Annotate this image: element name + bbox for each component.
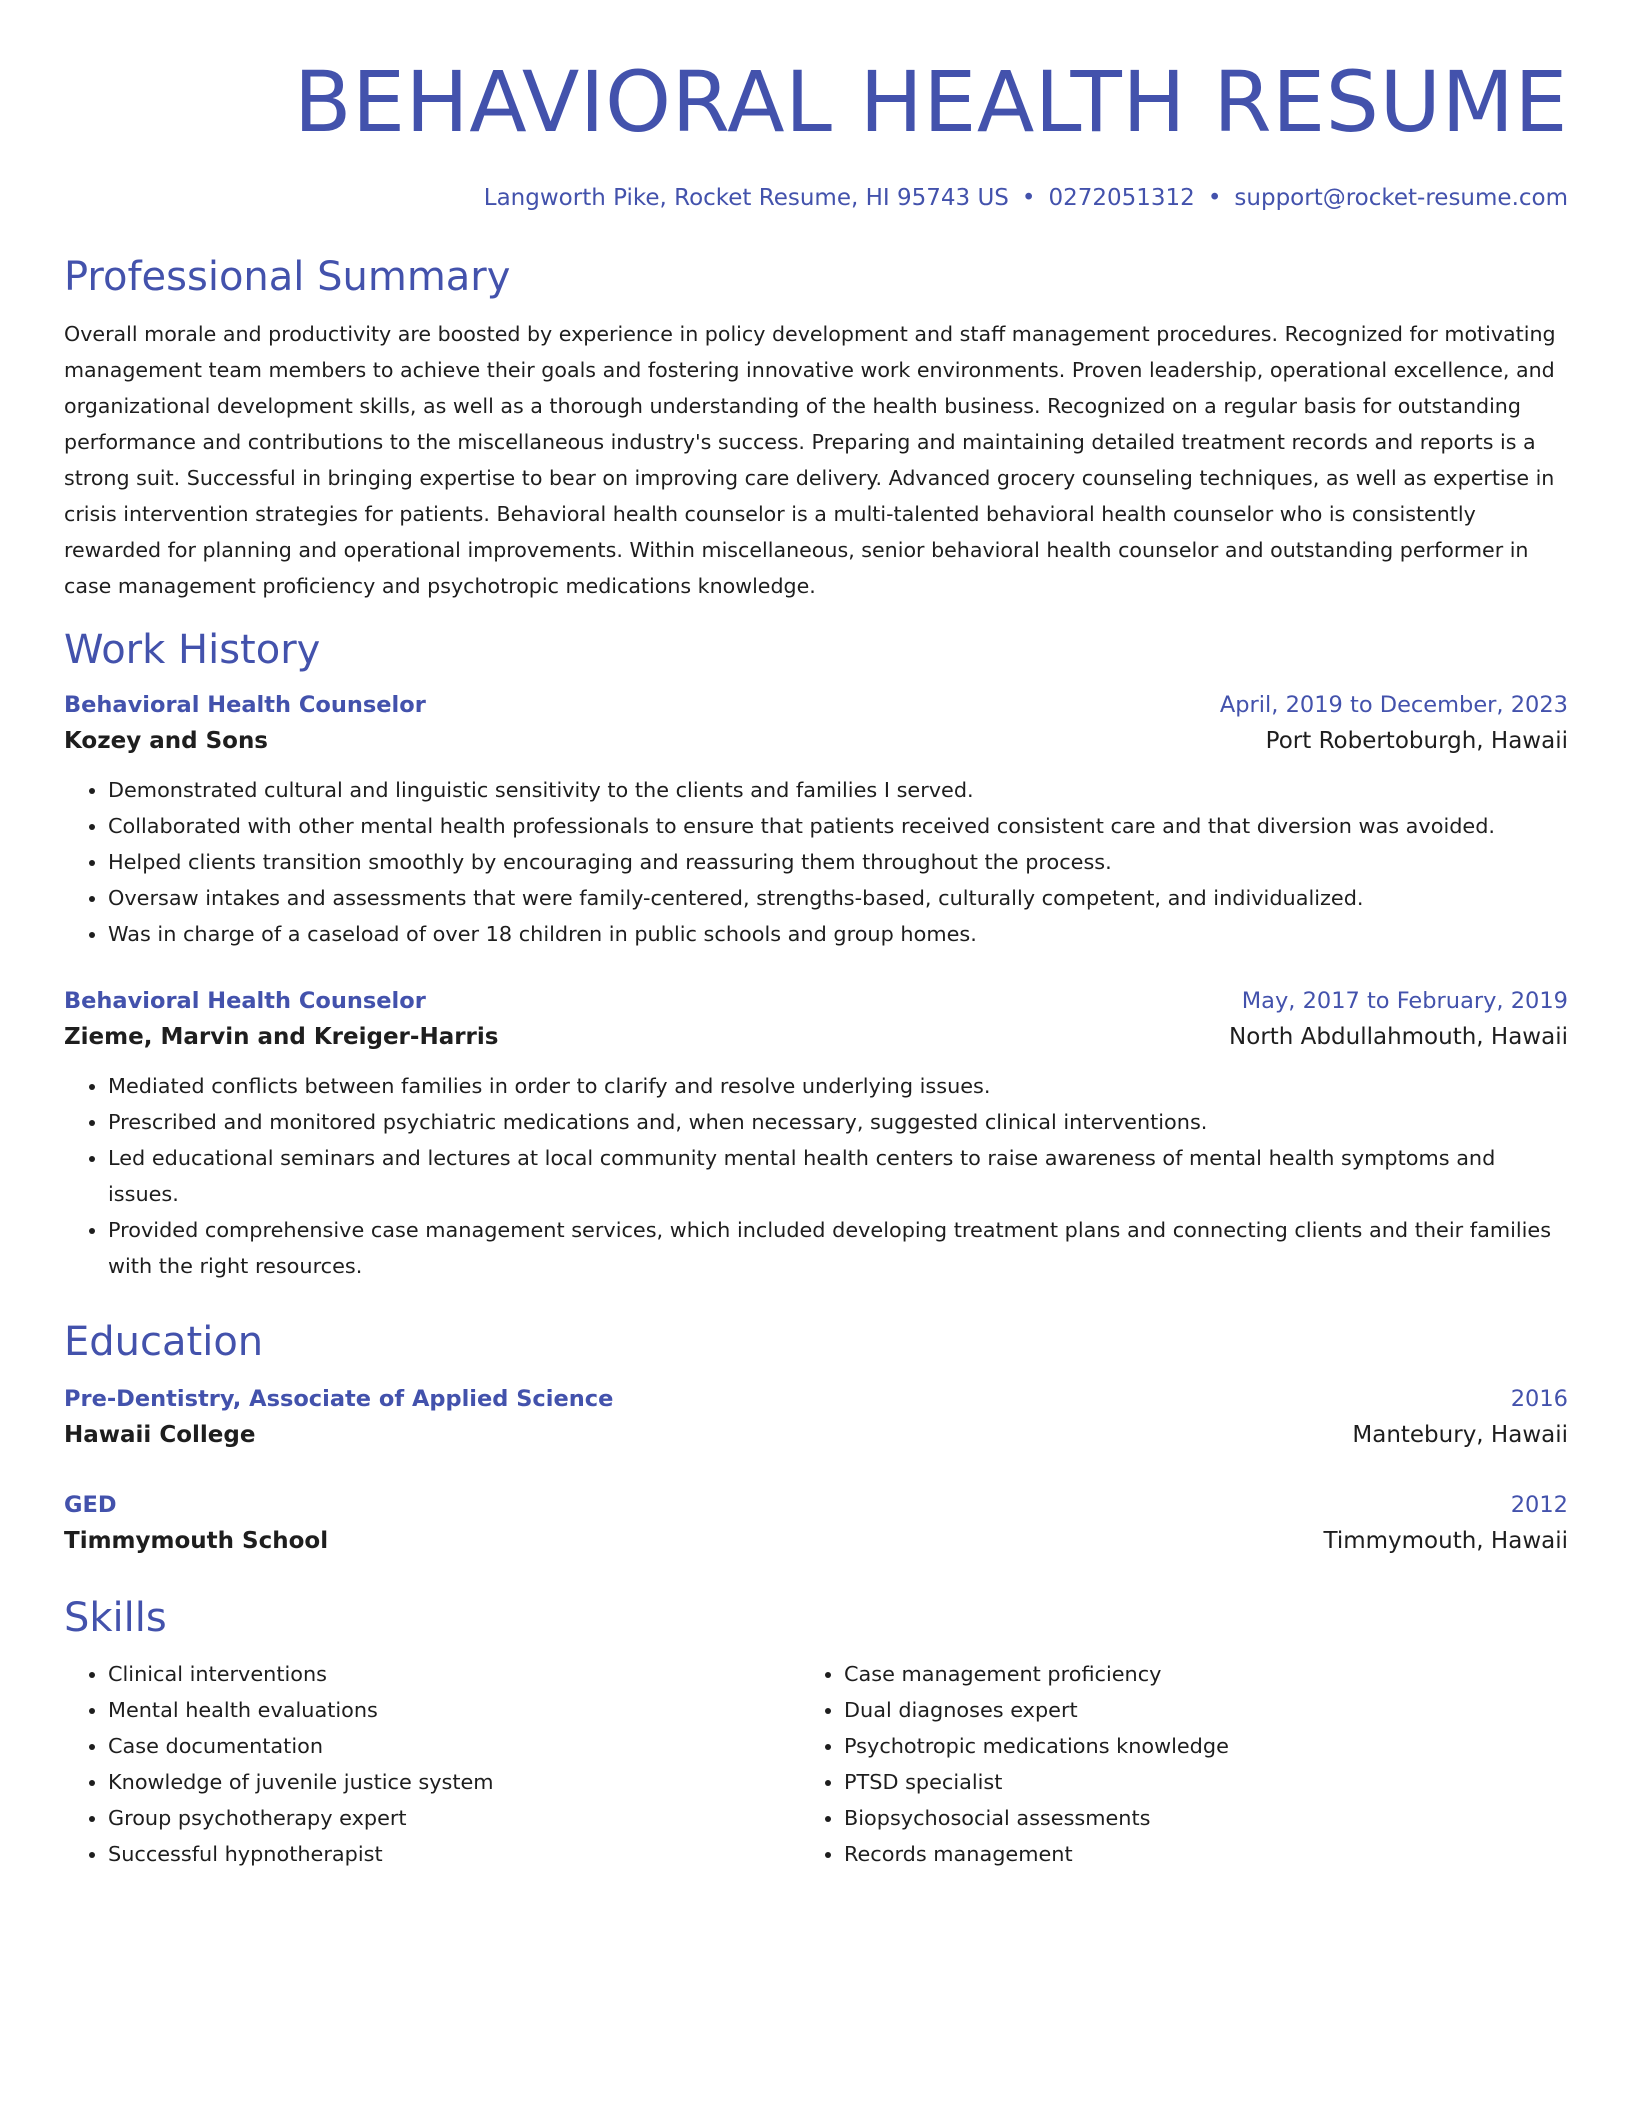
contact-line bbox=[64, 181, 1568, 215]
work-history-section bbox=[64, 624, 1568, 1284]
list-item: • Oversaw intakes and assessments that were family-centered, strengths-based, culturally competent, and individualized. bbox=[108, 880, 1568, 916]
education-entry bbox=[64, 1488, 1568, 1560]
list-item: • Led educational seminars and lectures at local community mental health centers to raise awareness of mental health symptoms and issues. bbox=[108, 1140, 1568, 1212]
contact-phone: 0272051312 bbox=[1048, 185, 1195, 211]
job-company: Kozey and Sons bbox=[64, 728, 269, 754]
education-school-row bbox=[64, 1416, 1568, 1454]
education-school: Timmymouth School bbox=[64, 1528, 329, 1554]
list-item: • Prescribed and monitored psychiatric medications and, when necessary, suggested clinical interventions. bbox=[108, 1104, 1568, 1140]
skills-column-left bbox=[64, 1656, 800, 1872]
contact-email: support@rocket-resume.com bbox=[1234, 185, 1568, 211]
list-item: • Case documentation bbox=[108, 1728, 800, 1764]
section-title-skills: Skills bbox=[64, 1595, 167, 1641]
education-year: 2016 bbox=[1510, 1386, 1568, 1412]
list-item: • Was in charge of a caseload of over 18 children in public schools and group homes. bbox=[108, 916, 1568, 952]
job-entry bbox=[64, 984, 1568, 1284]
resume-name: BEHAVIORAL HEALTH RESUME bbox=[293, 53, 1568, 151]
job-role: Behavioral Health Counselor bbox=[64, 988, 426, 1014]
skills-column-right bbox=[800, 1656, 1560, 1872]
job-bullets bbox=[64, 772, 1568, 952]
list-item: • PTSD specialist bbox=[844, 1764, 1560, 1800]
section-title-education: Education bbox=[64, 1319, 264, 1365]
job-entry bbox=[64, 688, 1568, 952]
resume-header bbox=[64, 52, 1568, 215]
contact-separator: • bbox=[1207, 185, 1222, 211]
job-role: Behavioral Health Counselor bbox=[64, 692, 426, 718]
list-item: • Demonstrated cultural and linguistic sensitivity to the clients and families I served. bbox=[108, 772, 1568, 808]
list-item: • Dual diagnoses expert bbox=[844, 1692, 1560, 1728]
summary-text: Overall morale and productivity are boosted by experience in policy development and staff management procedures. Recognized for motivating management team members to achieve their goals and fostering innovative work environments. Proven leadership, operational excellence, and organizational development skills, as well as a thorough understanding of the health business. Recognized on a regular basis for outstanding performance and contributions to the miscellaneous industry's success. Preparing and maintaining detailed treatment records and reports is a strong suit. Successful in bringing expertise to bear on improving care delivery. Advanced grocery counseling techniques, as well as expertise in crisis intervention strategies for patients. Behavioral health counselor is a multi-talented behavioral health counselor who is consistently rewarded for planning and operational improvements. Within miscellaneous, senior behavioral health counselor and outstanding performer in case management proficiency and psychotropic medications knowledge. bbox=[64, 322, 1556, 598]
list-item: • Collaborated with other mental health professionals to ensure that patients received consistent care and that diversion was avoided. bbox=[108, 808, 1568, 844]
education-title-row bbox=[64, 1488, 1568, 1522]
section-title-summary: Professional Summary bbox=[64, 254, 511, 300]
education-school-row bbox=[64, 1522, 1568, 1560]
education-section bbox=[64, 1316, 1568, 1560]
education-location: Mantebury, Hawaii bbox=[1352, 1422, 1568, 1448]
skills-list bbox=[64, 1656, 800, 1872]
skills-section bbox=[64, 1592, 1568, 1872]
job-location: Port Robertoburgh, Hawaii bbox=[1265, 728, 1568, 754]
job-company: Zieme, Marvin and Kreiger-Harris bbox=[64, 1024, 499, 1050]
list-item: • Psychotropic medications knowledge bbox=[844, 1728, 1560, 1764]
contact-separator: • bbox=[1021, 185, 1036, 211]
list-item: • Helped clients transition smoothly by encouraging and reassuring them throughout the process. bbox=[108, 844, 1568, 880]
list-item: • Provided comprehensive case management services, which included developing treatment plans and connecting clients and their families with the right resources. bbox=[108, 1212, 1568, 1284]
skills-list bbox=[800, 1656, 1560, 1872]
list-item: • Group psychotherapy expert bbox=[108, 1800, 800, 1836]
job-title-row bbox=[64, 984, 1568, 1018]
list-item: • Biopsychosocial assessments bbox=[844, 1800, 1560, 1836]
list-item: • Records management bbox=[844, 1836, 1560, 1872]
job-dates: April, 2019 to December, 2023 bbox=[1219, 692, 1568, 718]
skills-columns bbox=[64, 1656, 1568, 1872]
job-location: North Abdullahmouth, Hawaii bbox=[1229, 1024, 1568, 1050]
job-bullets bbox=[64, 1068, 1568, 1284]
education-title-row bbox=[64, 1382, 1568, 1416]
job-company-row bbox=[64, 722, 1568, 760]
job-dates: May, 2017 to February, 2019 bbox=[1241, 988, 1568, 1014]
education-year: 2012 bbox=[1510, 1492, 1568, 1518]
job-title-row bbox=[64, 688, 1568, 722]
job-company-row bbox=[64, 1018, 1568, 1056]
education-entry bbox=[64, 1382, 1568, 1454]
list-item: • Clinical interventions bbox=[108, 1656, 800, 1692]
list-item: • Knowledge of juvenile justice system bbox=[108, 1764, 800, 1800]
education-school: Hawaii College bbox=[64, 1422, 256, 1448]
education-degree: Pre-Dentistry, Associate of Applied Science bbox=[64, 1386, 614, 1412]
section-title-work-history: Work History bbox=[64, 627, 321, 673]
education-location: Timmymouth, Hawaii bbox=[1323, 1528, 1568, 1554]
education-degree: GED bbox=[64, 1492, 117, 1518]
list-item: • Mental health evaluations bbox=[108, 1692, 800, 1728]
summary-section bbox=[64, 251, 1568, 604]
contact-address: Langworth Pike, Rocket Resume, HI 95743 US bbox=[483, 185, 1009, 211]
list-item: • Case management proficiency bbox=[844, 1656, 1560, 1692]
list-item: • Mediated conflicts between families in order to clarify and resolve underlying issues. bbox=[108, 1068, 1568, 1104]
list-item: • Successful hypnotherapist bbox=[108, 1836, 800, 1872]
